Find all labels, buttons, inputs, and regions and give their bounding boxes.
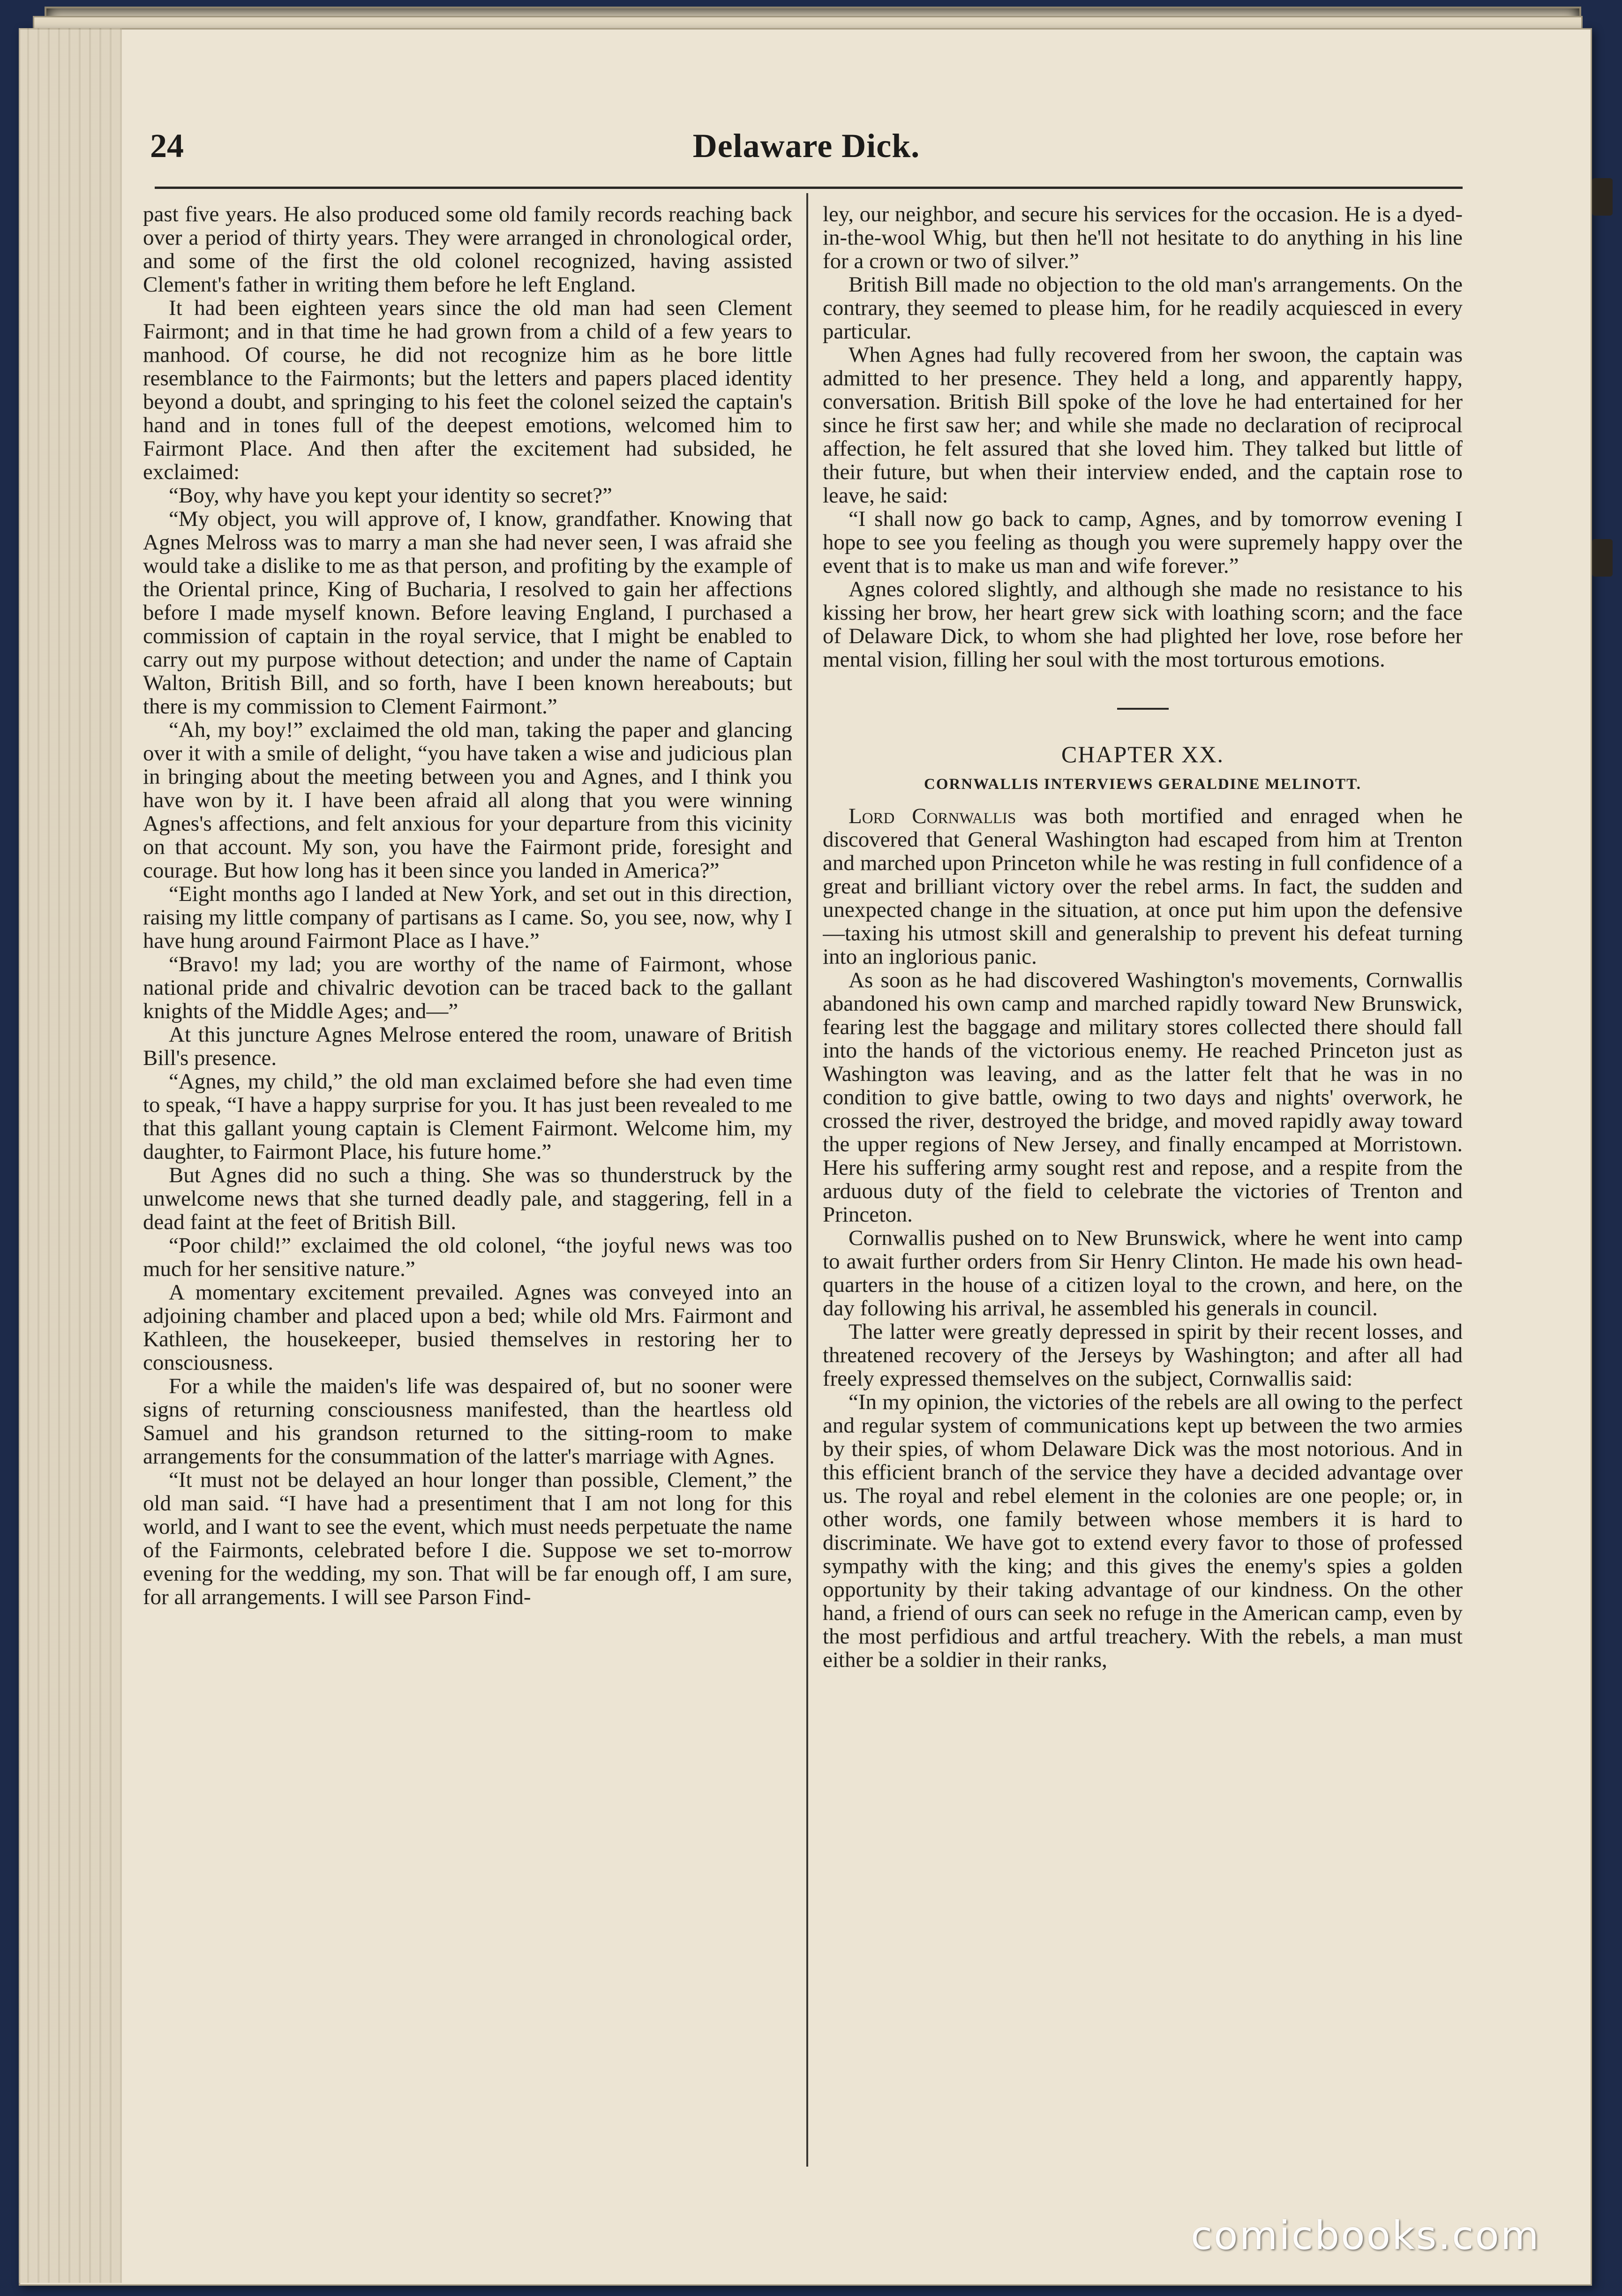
paragraph: When Agnes had fully recovered from her swoon, the captain was admitted to her presence. They held a long, and apparently happy, conversation. British Bill spoke of the love he had entertained for her since he first saw her; and while she made no declaration of reciprocal affection, he felt assured that she loved him. They talked but little of their future, but when their interview ended, and the captain rose to leave, he said: <box>823 343 1463 508</box>
paragraph: A momentary excitement prevailed. Agnes was conveyed into an adjoining chamber and placed upon a bed; while old Mrs. Fairmont and Kathleen, the housekeeper, busied themselves in restoring her to consciousness. <box>143 1280 792 1375</box>
binding-staple-top <box>1592 178 1613 216</box>
paragraph: As soon as he had discovered Washington's movements, Cornwallis abandoned his own camp and marched rapidly toward New Brunswick, fearing lest the baggage and military stores collected there should fall into the hands of the victorious enemy. He reached Princeton just as Washington was leaving, and as the latter felt that he was in no condition to give battle, owing to two days and nights' overwork, he crossed the river, destroyed the bridge, and moved rapidly away toward the upper regions of New Jersey, and finally encamped at Morristown. Here his suffering army sought rest and repose, and a respite from the arduous duty of the field to celebrate the victories of Trenton and Princeton. <box>823 968 1463 1227</box>
right-column-lower <box>823 968 1463 1672</box>
chapter-title: CHAPTER XX. <box>1061 741 1224 767</box>
paragraph: The latter were greatly depressed in spirit by their recent losses, and threatened recovery of the Jerseys by Washington; and after all had freely expressed themselves on the subject, Cornwallis said: <box>823 1320 1463 1391</box>
paragraph: It had been eighteen years since the old man had seen Clement Fairmont; and in that time he had grown from a child of a few years to manhood. Of course, he did not recognize him as he bore little resemblance to the Fairmonts; but the letters and papers placed identity beyond a doubt, and springing to his feet the colonel seized the captain's hand and in tones full of the deepest emotions, welcomed him to Fairmont Place. And then after the excitement had subsided, he exclaimed: <box>143 296 792 484</box>
left-column <box>143 203 792 2162</box>
paragraph: “Bravo! my lad; you are worthy of the name of Fairmont, whose national pride and chivalric devotion can be traced back to the gallant knights of the Middle Ages; and—” <box>143 952 792 1023</box>
chapter-subtitle: CORNWALLIS INTERVIEWS GERALDINE MELINOTT. <box>924 776 1361 793</box>
paragraph: But Agnes did no such a thing. She was so thunderstruck by the unwelcome news that she turned deadly pale, and staggering, fell in a dead faint at the feet of British Bill. <box>143 1163 792 1234</box>
watermark-text: comicbooks.com <box>1191 2213 1540 2258</box>
running-head: Delaware Dick. <box>692 127 920 165</box>
binding-staple-middle <box>1592 539 1613 577</box>
right-column-upper <box>823 203 1463 671</box>
chapter-lead-text: was both mortified and enraged when he discovered that General Washington had escaped from him at Trenton and marched upon Princeton while he was resting in full confidence of a great and brilliant victory over the rebel arms. In fact, the sudden and unexpected change in the situation, at once put him upon the defensive—taxing his utmost skill and generalship to prevent his defeat turning into an inglorious panic. <box>823 804 1463 969</box>
column-divider <box>806 193 808 2167</box>
chapter-lead-words: Lord Cornwallis <box>849 804 1016 828</box>
right-column <box>823 203 1463 2162</box>
page-number: 24 <box>150 127 184 165</box>
paragraph: At this juncture Agnes Melrose entered the room, unaware of British Bill's presence. <box>143 1022 792 1070</box>
page-header <box>150 127 1463 178</box>
paragraph: past five years. He also produced some old family records reaching back over a period of thirty years. They were arranged in chronological order, and some of the first the old colonel recognized, having assisted Clement's father in writing them before he left England. <box>143 203 792 297</box>
paragraph: “In my opinion, the victories of the rebels are all owing to the perfect and regular system of communications kept up between the two armies by their spies, of whom Delaware Dick was the most notorious. And in this efficient branch of the service they have a decided advantage over us. The royal and rebel element in the colonies are one people; or, in other words, one family between whose members it is hard to discriminate. We have got to extend every favor to those of professed sympathy with the king; and this gives the enemy's spies a golden opportunity by their taking advantage of our kindness. On the other hand, a friend of ours can seek no refuge in the American camp, even by the most perfidious and artful treachery. With the rebels, a man must either be a soldier in their ranks, <box>823 1390 1463 1672</box>
page-edges <box>19 28 122 2283</box>
paragraph: Agnes colored slightly, and although she made no resistance to his kissing her brow, her heart grew sick with loathing scorn; and the face of Delaware Dick, to whom she had plighted her love, rose before her mental vision, filling her soul with the most torturous emotions. <box>823 577 1463 672</box>
paragraph: Cornwallis pushed on to New Brunswick, where he went into camp to await further orders from Sir Henry Clinton. He made his own head-quarters in the house of a citizen loyal to the crown, and here, on the day following his arrival, he assembled his generals in council. <box>823 1226 1463 1321</box>
chapter-opening-paragraph <box>823 804 1463 968</box>
paragraph: “Poor child!” exclaimed the old colonel, “the joyful news was too much for her sensitive nature.” <box>143 1233 792 1281</box>
paragraph: British Bill made no objection to the old man's arrangements. On the contrary, they seemed to please him, for he readily acquiesced in every particular. <box>823 272 1463 344</box>
paragraph: “My object, you will approve of, I know, grandfather. Knowing that Agnes Melross was to marry a man she had never seen, I was afraid she would take a dislike to me as that person, and profiting by the example of the Oriental prince, King of Bucharia, I resolved to gain her affections before I made myself known. Before leaving England, I purchased a commission of captain in the royal service, that I might be enabled to carry out my purpose without detection; and under the name of Captain Walton, British Bill, and so forth, have I been known hereabouts; but there is my commission to Clement Fairmont.” <box>143 507 792 719</box>
header-rule <box>155 187 1463 189</box>
paragraph: “Eight months ago I landed at New York, and set out in this direction, raising my little company of partisans as I came. So, you see, now, why I have hung around Fairmont Place as I have.” <box>143 882 792 953</box>
paragraph: ley, our neighbor, and secure his services for the occasion. He is a dyed-in-the-wool Whig, but then he'll not hesitate to do anything in his line for a crown or two of silver.” <box>823 203 1463 273</box>
paragraph: “Agnes, my child,” the old man exclaimed before she had even time to speak, “I have a happy surprise for you. It has just been revealed to me that this gallant young captain is Clement Fairmont. Welcome him, my daughter, to Fairmont Place, his future home.” <box>143 1069 792 1164</box>
paragraph: For a while the maiden's life was despaired of, but no sooner were signs of returning consciousness manifested, than the heartless old Samuel and his grandson returned to the sitting-room to make arrangements for the consummation of the latter's marriage with Agnes. <box>143 1374 792 1469</box>
paragraph: “I shall now go back to camp, Agnes, and by tomorrow evening I hope to see you feeling as though you were supremely happy over the event that is to make us man and wife forever.” <box>823 507 1463 578</box>
scene-break-rule <box>1117 708 1169 710</box>
paragraph: “It must not be delayed an hour longer than possible, Clement,” the old man said. “I have had a presentiment that I am not long for this world, and I want to see the event, which must needs perpetuate the name of the Fairmonts, celebrated before I die. Suppose we set to-morrow evening for the wedding, my son. That will be far enough off, I am sure, for all arrangements. I will see Parson Find- <box>143 1468 792 1609</box>
paragraph: “Ah, my boy!” exclaimed the old man, taking the paper and glancing over it with a smile of delight, “you have taken a wise and judicious plan in bringing about the meeting between you and Agnes, and I think you have won by it. I have been afraid all along that you were winning Agnes's affections, and felt anxious for your departure from this vicinity on that account. My son, you have the Fairmont pride, foresight and courage. But how long has it been since you landed in America?” <box>143 718 792 883</box>
paragraph: “Boy, why have you kept your identity so secret?” <box>169 483 612 508</box>
